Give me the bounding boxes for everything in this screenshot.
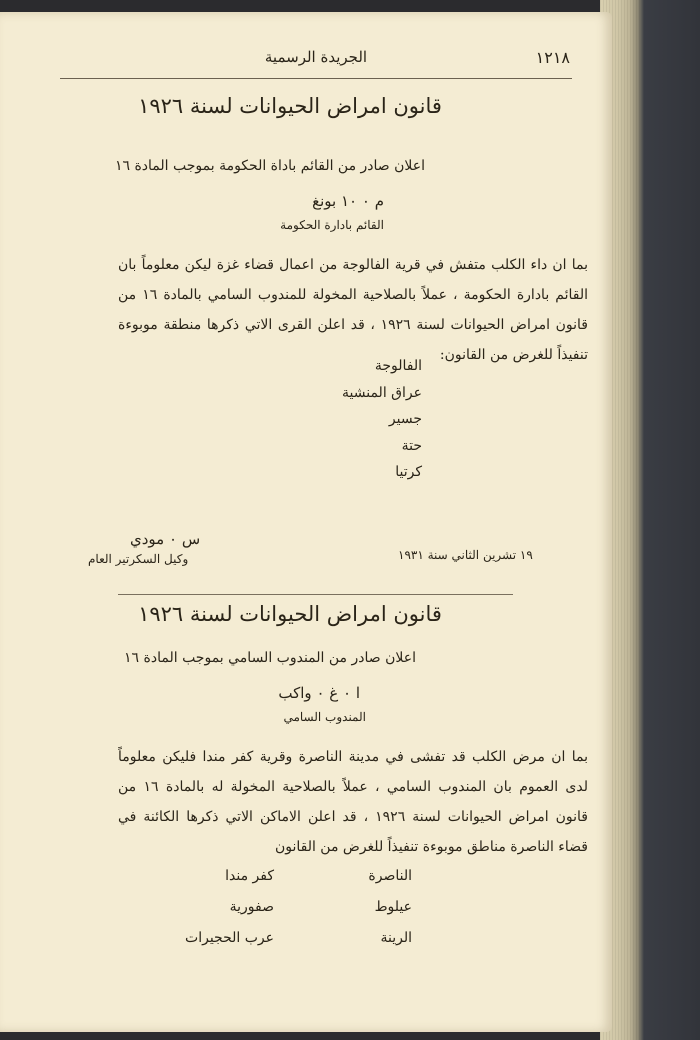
notice1-title: قانون امراض الحيوانات لسنة ١٩٢٦ bbox=[138, 94, 442, 118]
place-item: الناصرة bbox=[368, 868, 412, 884]
notice2-subtitle: اعلان صادر من المندوب السامي بموجب المادة ١٦ bbox=[124, 650, 416, 666]
notice1-signer-name: س ٠ مودي bbox=[130, 530, 201, 548]
place-item: عيلوط bbox=[374, 899, 412, 915]
journal-name: الجريدة الرسمية bbox=[264, 48, 368, 66]
place-item: الفالوجة bbox=[374, 358, 422, 374]
section-divider bbox=[118, 594, 513, 595]
notice1-signer-role: وكيل السكرتير العام bbox=[88, 552, 189, 566]
notice2-places-left bbox=[185, 868, 274, 961]
place-item: الرينة bbox=[380, 930, 412, 946]
notice1-issuer: م ٠ ١٠ بونغ bbox=[312, 192, 384, 210]
page-header bbox=[60, 42, 572, 79]
notice2-issuer: ا ٠ غ ٠ واكب bbox=[278, 684, 360, 702]
book-page-edges bbox=[600, 0, 700, 1040]
place-item: حتة bbox=[401, 437, 422, 454]
place-item: صفورية bbox=[229, 899, 274, 915]
place-item: عراق المنشية bbox=[342, 384, 422, 401]
notice1-places-list bbox=[342, 358, 422, 491]
page-number: ١٢١٨ bbox=[535, 48, 570, 67]
notice2-places-right bbox=[368, 868, 412, 961]
notice1-issuer-role: القائم بادارة الحكومة bbox=[280, 218, 384, 232]
notice2-paragraph: بما ان مرض الكلب قد تفشى في مدينة الناصرة وقرية كفر مندا فليكن معلوماً لدى العموم بان المندوب السامي ، عملاً بالصلاحية المخولة له بالمادة ١٦ من قانون امراض الحيوانات لسنة ١٩٢٦ ، قد اعلن الاماكن الاتي ذكرها الكائنة في قضاء الناصرة مناطق موبوءة تنفيذاً للغرض من القانون bbox=[118, 749, 588, 855]
place-item: كرتيا bbox=[395, 464, 422, 480]
place-item: جسير bbox=[388, 411, 422, 427]
notice1-date: ١٩ تشرين الثاني سنة ١٩٣١ bbox=[398, 548, 533, 562]
place-item: عرب الحجيرات bbox=[185, 930, 274, 946]
notice2-issuer-role: المندوب السامي bbox=[283, 710, 366, 724]
notice2-title: قانون امراض الحيوانات لسنة ١٩٢٦ bbox=[138, 602, 442, 626]
place-item: كفر مندا bbox=[225, 868, 274, 884]
gazette-page bbox=[0, 12, 612, 1032]
notice1-paragraph: بما ان داء الكلب متفش في قرية الفالوجة من اعمال قضاء غزة ليكن معلوماً بان القائم بادارة الحكومة ، عملاً بالصلاحية المخولة للمندوب السامي بالمادة ١٦ من قانون امراض الحيوانات لسنة ١٩٢٦ ، قد اعلن القرى الاتي ذكرها منطقة موبوءة تنفيذاً للغرض من القانون: bbox=[118, 257, 589, 363]
notice1-subtitle: اعلان صادر من القائم باداة الحكومة بموجب المادة ١٦ bbox=[114, 158, 426, 174]
